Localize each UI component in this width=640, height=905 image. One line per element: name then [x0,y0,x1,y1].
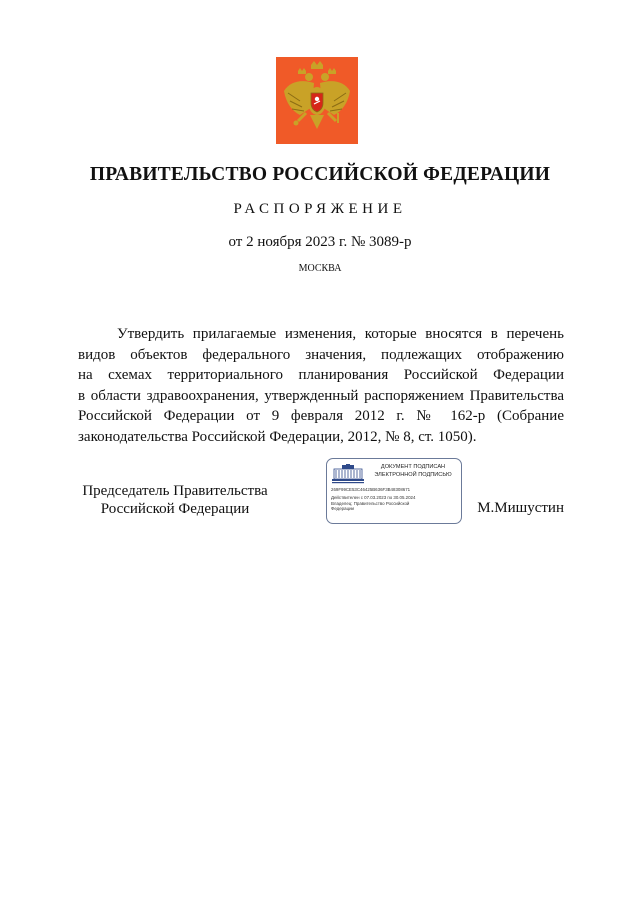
certificate-validity: Действителен с 07.03.2023 по 30.05.2024 [331,495,416,500]
signatory-position [78,482,272,518]
body-line: на схемах территориального планирования Российской Федерации [78,367,564,384]
body-line: Утвердить прилагаемые изменения, которые вносятся в перечень [117,326,564,342]
government-title: ПРАВИТЕЛЬСТВО РОССИЙСКОЙ ФЕДЕРАЦИИ [89,164,551,185]
certificate-owner: Владелец: Правительство Российской [331,501,410,506]
certificate-serial: 269F99CE53C46425B636F3B48308671 [331,487,411,492]
signatory-position-line: Председатель Правительства [82,483,268,499]
order-body-text [78,324,564,448]
body-line: Российской Федерации от 9 февраля 2012 г. № 162-р (Собрание [78,408,564,425]
electronic-signature-stamp [326,458,462,524]
document-city: МОСКВА [298,263,342,274]
certificate-owner-cont: Федерации [331,506,354,511]
stamp-title-line: ДОКУМЕНТ ПОДПИСАН [380,464,446,470]
gov-building-icon [332,464,364,484]
document-type: РАСПОРЯЖЕНИЕ [233,201,407,217]
stamp-title-line: ЭЛЕКТРОННОЙ ПОДПИСЬЮ [374,471,452,478]
body-line: в области здравоохранения, утвержденный распоряжением Правительства [78,387,564,404]
stamp-title [367,464,459,479]
signatory-name: М.Мишустин [477,500,564,516]
signatory-position-line: Российской Федерации [100,501,250,517]
coat-of-arms-icon [276,57,358,144]
body-line: законодательства Российской Федерации, 2012, № 8, ст. 1050). [78,428,477,445]
document-date-number: от 2 ноября 2023 г. № 3089-р [228,234,412,250]
body-line: видов объектов федерального значения, подлежащих отображению [78,346,564,363]
